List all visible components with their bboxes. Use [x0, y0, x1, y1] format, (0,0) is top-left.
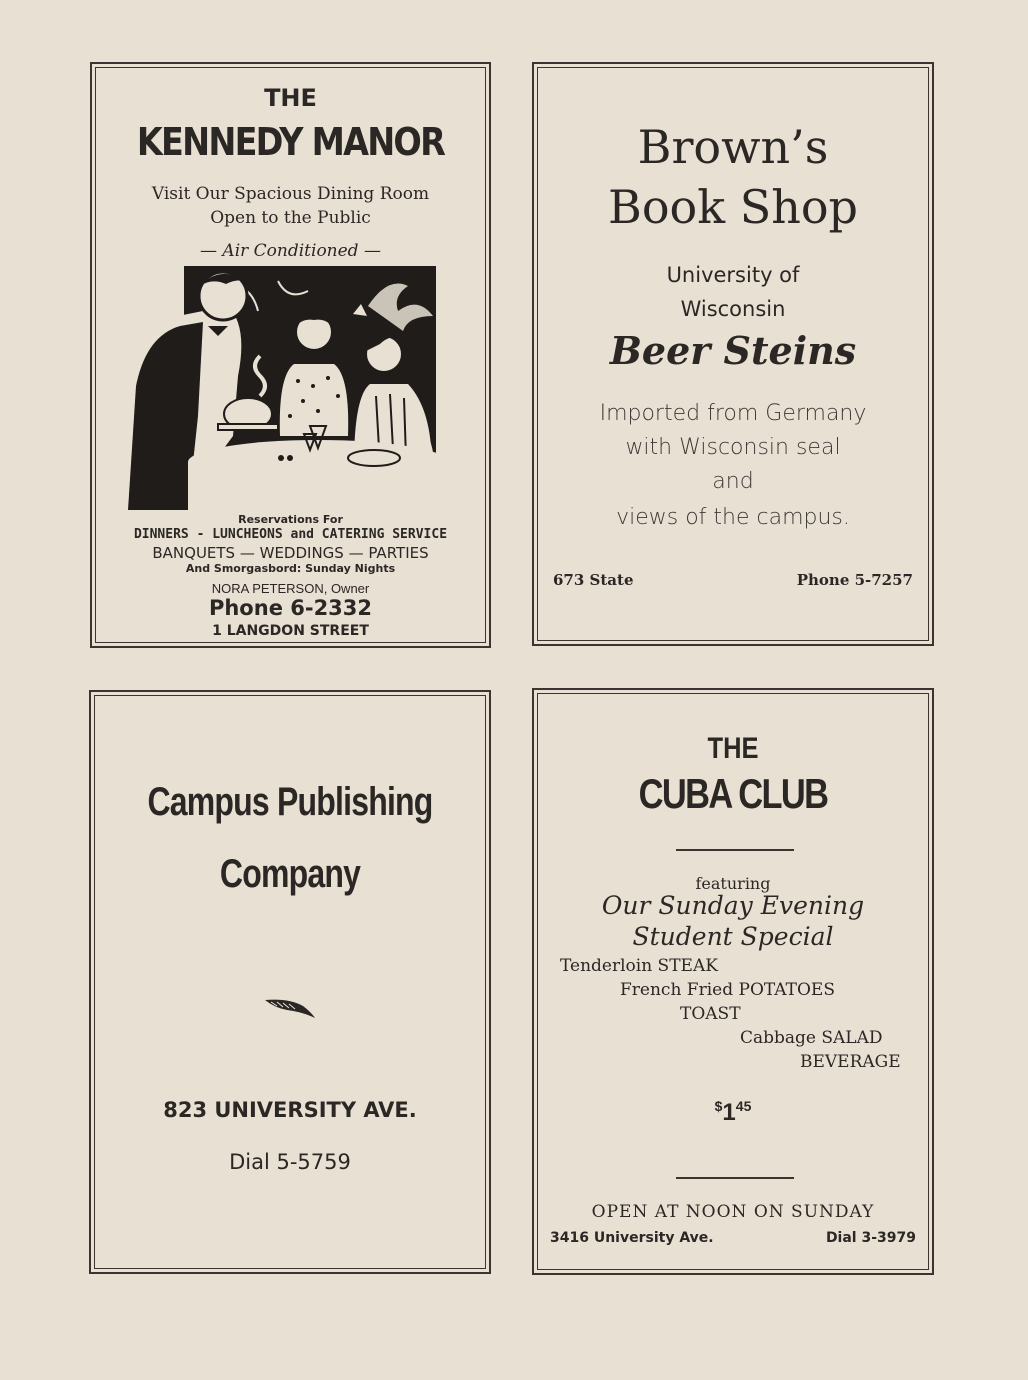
browns-phone: Phone 5-7257: [796, 571, 913, 589]
browns-title-line2: Book Shop: [608, 180, 858, 234]
campus-address: 823 UNIVERSITY AVE.: [163, 1098, 417, 1122]
cuba-menu-item: French Fried POTATOES: [620, 980, 835, 1000]
kennedy-air-conditioned: — Air Conditioned —: [200, 241, 381, 261]
dining-illustration: [118, 266, 440, 512]
browns-desc-line1: Imported from Germany: [599, 401, 867, 426]
cuba-club-ad: [532, 688, 934, 1275]
kennedy-reservations: Reservations For: [238, 513, 343, 526]
browns-beer-steins: Beer Steins: [609, 328, 857, 373]
campus-dial: Dial 5-5759: [229, 1150, 351, 1174]
cuba-price: [538, 1098, 928, 1127]
cuba-price-main: 1: [722, 1099, 736, 1126]
browns-desc-line4: views of the campus.: [616, 505, 850, 530]
campus-publishing-ad: [89, 690, 491, 1274]
cuba-menu-item: Cabbage SALAD: [740, 1028, 883, 1048]
cuba-special-line2: Student Special: [632, 922, 834, 951]
browns-desc-line2: with Wisconsin seal: [625, 435, 841, 460]
cuba-menu-item: Tenderloin STEAK: [560, 956, 718, 976]
cuba-menu-item: TOAST: [680, 1004, 741, 1024]
kennedy-open-line: Open to the Public: [210, 208, 371, 228]
kennedy-smorgasbord: And Smorgasbord: Sunday Nights: [185, 562, 396, 575]
cuba-address: 3416 University Ave.: [550, 1230, 714, 1246]
cuba-featuring: featuring: [695, 874, 771, 893]
quill-ornament-icon: [263, 996, 317, 1020]
kennedy-owner: NORA PETERSON, Owner: [211, 581, 370, 596]
browns-book-shop-ad: [532, 62, 934, 646]
browns-address: 673 State: [553, 571, 634, 589]
campus-name-line1: Campus Publishing: [147, 780, 433, 824]
kennedy-banquets: BANQUETS — WEDDINGS — PARTIES: [152, 544, 429, 562]
cuba-special-line1: Our Sunday Evening: [601, 891, 865, 920]
cuba-top-rule: [676, 849, 794, 851]
kennedy-phone: Phone 6-2332: [208, 596, 373, 620]
campus-name-line2: Company: [219, 852, 361, 896]
kennedy-services: DINNERS - LUNCHEONS and CATERING SERVICE: [133, 527, 448, 542]
browns-wisconsin: Wisconsin: [680, 297, 786, 321]
browns-desc-line3: and: [712, 469, 754, 494]
cuba-price-dollar: $: [714, 1098, 723, 1114]
cuba-menu-item: BEVERAGE: [800, 1052, 901, 1072]
kennedy-the: THE: [264, 84, 317, 112]
browns-university: University of: [666, 263, 800, 287]
cuba-dial: Dial 3-3979: [825, 1230, 916, 1246]
cuba-title: CUBA CLUB: [638, 770, 828, 817]
browns-title-line1: Brown’s: [637, 120, 829, 174]
kennedy-manor-ad: [90, 62, 491, 648]
cuba-the: THE: [707, 732, 759, 765]
kennedy-visit-line: Visit Our Spacious Dining Room: [151, 184, 430, 204]
cuba-price-cents: 45: [735, 1098, 752, 1114]
kennedy-title: KENNEDY MANOR: [136, 120, 445, 164]
cuba-bottom-rule: [676, 1177, 794, 1179]
kennedy-street: 1 LANGDON STREET: [212, 623, 369, 639]
cuba-open-hours: OPEN AT NOON ON SUNDAY: [591, 1202, 875, 1222]
